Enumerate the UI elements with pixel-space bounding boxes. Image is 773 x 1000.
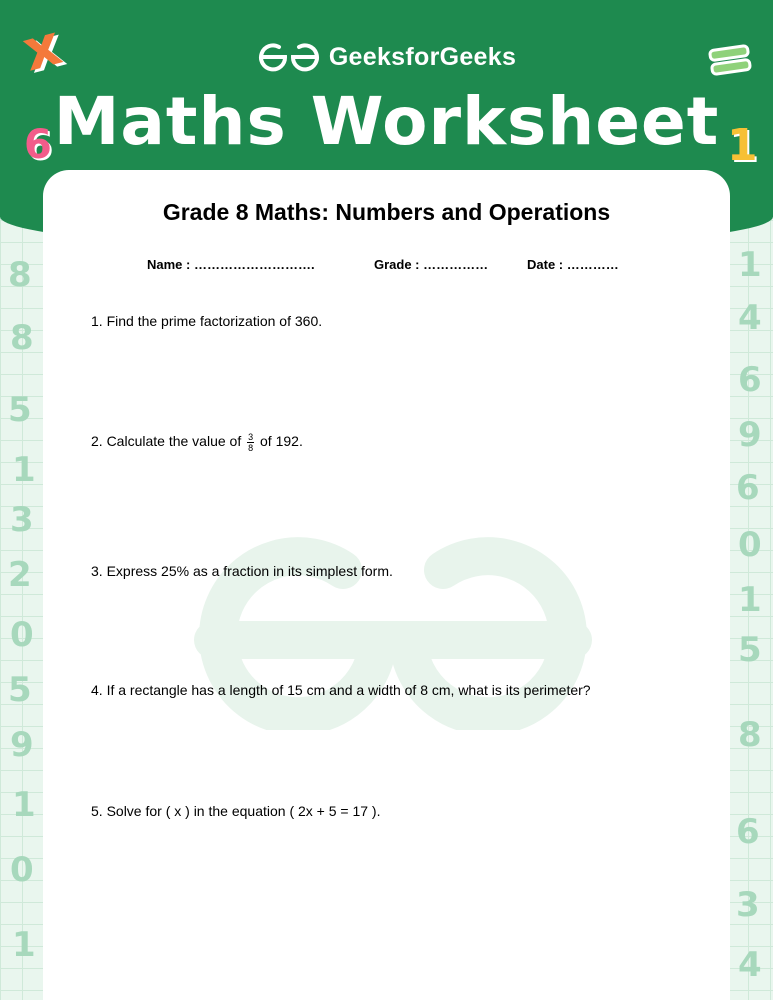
side-number: 5: [738, 630, 762, 670]
side-number: 1: [12, 925, 36, 965]
fraction: [247, 432, 254, 453]
side-number: 9: [738, 415, 762, 455]
worksheet-card: [43, 170, 730, 1000]
question-2-tail: of 192.: [260, 433, 303, 450]
side-number: 6: [736, 812, 760, 852]
gfg-logo-icon: [257, 42, 321, 72]
question-1: 1. Find the prime factorization of 360.: [91, 313, 323, 329]
name-field[interactable]: Name : ……………………….: [147, 257, 315, 272]
side-number: 4: [738, 298, 762, 338]
side-number: 4: [738, 945, 762, 985]
question-4: 4. If a rectangle has a length of 15 cm and a width of 8 cm, what is its perimeter?: [91, 682, 591, 698]
brand-name: GeeksforGeeks: [328, 42, 517, 71]
multiply-sign-decoration: x: [16, 12, 68, 85]
equals-sign-icon: [708, 44, 752, 76]
fraction-numerator: 3: [248, 432, 254, 442]
side-number: 5: [8, 390, 32, 430]
one-decoration: 1: [727, 120, 758, 171]
side-number: 1: [12, 785, 36, 825]
side-number: 1: [738, 580, 762, 620]
side-number: 0: [10, 850, 34, 890]
side-number: 8: [10, 318, 34, 358]
fraction-denominator: 8: [248, 443, 254, 453]
grade-field[interactable]: Grade : ……………: [374, 257, 489, 272]
worksheet-title: Grade 8 Maths: Numbers and Operations: [162, 199, 611, 225]
side-number: 8: [8, 255, 32, 295]
side-number: 0: [10, 615, 34, 655]
side-number: 3: [10, 500, 34, 540]
question-5: 5. Solve for ( x ) in the equation ( 2x + 5 = 17 ).: [91, 803, 381, 819]
side-number: 3: [736, 885, 760, 925]
side-number: 8: [738, 715, 762, 755]
question-3: 3. Express 25% as a fraction in its simplest form.: [91, 563, 393, 579]
side-number: 6: [736, 468, 760, 508]
question-2: [91, 432, 303, 453]
side-number: 9: [10, 725, 34, 765]
side-number: 5: [8, 670, 32, 710]
six-decoration: 6: [24, 122, 52, 168]
page-title: Maths Worksheet: [53, 83, 720, 160]
side-number: 1: [738, 245, 762, 285]
side-number: 1: [12, 450, 36, 490]
brand: [0, 42, 773, 72]
side-number: 6: [738, 360, 762, 400]
side-number: 0: [738, 525, 762, 565]
date-field[interactable]: Date : …………: [527, 257, 619, 272]
gfg-watermark-icon: [193, 530, 593, 730]
side-number: 2: [8, 555, 32, 595]
question-2-text: 2. Calculate the value of: [91, 433, 242, 450]
